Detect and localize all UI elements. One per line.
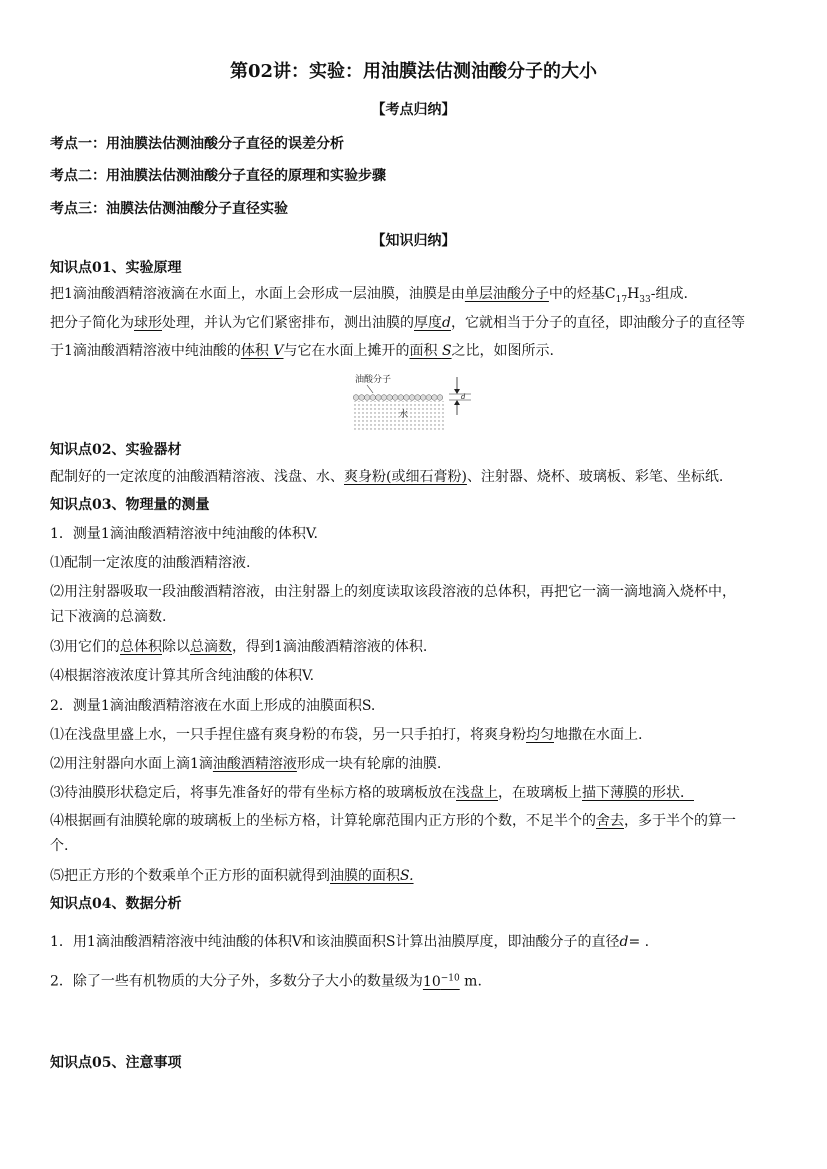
oil-molecule bbox=[432, 395, 438, 401]
text-span: 油膜的面积 bbox=[330, 868, 400, 884]
arrow-head-down bbox=[454, 389, 460, 394]
zhishi-header: 【知识归纳】 bbox=[371, 233, 456, 249]
oil-molecule bbox=[376, 395, 382, 401]
text-span: 2．除了一些有机物质的大分子外，多数分子大小的数量级为 bbox=[50, 973, 423, 990]
italic-symbol: V bbox=[273, 343, 284, 359]
oil-molecule bbox=[404, 395, 410, 401]
underlined-term bbox=[241, 343, 284, 359]
page-title: 第02讲：实验：用油膜法估测油酸分子的大小 bbox=[229, 61, 598, 82]
text-span: ，在玻璃板上 bbox=[498, 785, 582, 801]
oil-molecule bbox=[437, 395, 443, 401]
k3-step-2-3 bbox=[50, 783, 694, 803]
underlined-term bbox=[330, 868, 414, 884]
oil-molecule bbox=[392, 395, 398, 401]
underlined-term: 总体积 bbox=[120, 639, 162, 655]
text-span: ⑵用注射器向水面上滴1滴 bbox=[50, 756, 213, 772]
arrow-head-up bbox=[454, 400, 460, 405]
oil-molecule bbox=[398, 395, 404, 401]
text-span: 形成一块有轮廓的油膜. bbox=[296, 756, 442, 772]
underlined-term: 爽身粉(或细石膏粉) bbox=[344, 469, 467, 485]
k3-step-2-5 bbox=[50, 866, 414, 886]
text-span: 处理，并认为它们紧密排布，测出油膜的 bbox=[162, 315, 414, 331]
text-span: ⑸把正方形的个数乘单个正方形的面积就得到 bbox=[50, 868, 330, 884]
text-span: 体积 bbox=[240, 343, 269, 359]
k1-paragraph-3 bbox=[50, 341, 554, 361]
section-heading-02: 知识点02、实验器材 bbox=[50, 442, 182, 458]
italic-symbol: d bbox=[442, 315, 451, 331]
text-span: ，多于半个的算一 bbox=[624, 813, 736, 829]
k3-step-1-2b: 记下液滴的总滴数. bbox=[50, 609, 167, 625]
water-label: 水 bbox=[399, 410, 409, 420]
kaodian-item-1: 考点一：用油膜法估测油酸分子直径的误差分析 bbox=[50, 136, 344, 152]
k4-paragraph-2 bbox=[50, 968, 482, 992]
text-span: ⑴在浅盘里盛上水，一只手捏住盛有爽身粉的布袋，另一只手拍打，将爽身粉 bbox=[50, 727, 526, 743]
text-span: 地撒在水面上. bbox=[554, 727, 643, 743]
k3-step-2: 2．测量1滴油酸酒精溶液在水面上形成的油膜面积S. bbox=[50, 698, 376, 714]
k3-step-1-4: ⑷根据溶液浓度计算其所含纯油酸的体积V. bbox=[50, 668, 315, 684]
subscript: 17 bbox=[615, 294, 628, 305]
underlined-term bbox=[423, 974, 460, 990]
underlined-term: 总滴数 bbox=[190, 639, 232, 655]
oil-molecule bbox=[353, 395, 359, 401]
oil-molecule bbox=[381, 395, 387, 401]
kaodian-header: 【考点归纳】 bbox=[371, 102, 456, 118]
thickness-label: d bbox=[461, 393, 466, 401]
text-span: 、注射器、烧杯、玻璃板、彩笔、坐标纸. bbox=[466, 469, 724, 485]
k3-step-2-2 bbox=[50, 754, 441, 774]
superscript: −10 bbox=[440, 973, 460, 983]
text-span: 之比，如图所示. bbox=[451, 343, 554, 359]
text-span: 把1滴油酸酒精溶液滴在水面上，水面上会形成一层油膜，油膜是由 bbox=[50, 286, 465, 302]
section-heading-05: 知识点05、注意事项 bbox=[50, 1055, 182, 1071]
underlined-term: 均匀 bbox=[526, 727, 554, 743]
section-heading-04: 知识点04、数据分析 bbox=[50, 896, 182, 912]
text-span: H bbox=[627, 286, 640, 302]
underlined-term: 描下薄膜的形状． bbox=[582, 785, 694, 801]
underlined-term: 单层油酸分子 bbox=[464, 286, 549, 302]
underlined-term: 油酸酒精溶液 bbox=[212, 756, 297, 772]
label-pointer bbox=[367, 385, 373, 393]
k3-step-2-1 bbox=[50, 725, 642, 745]
kaodian-item-2: 考点二：用油膜法估测油酸分子直径的原理和实验步骤 bbox=[50, 168, 386, 184]
italic-symbol: d bbox=[619, 934, 629, 950]
molecule-row bbox=[353, 395, 443, 401]
oil-molecule bbox=[370, 395, 376, 401]
section-heading-03: 知识点03、物理量的测量 bbox=[50, 497, 210, 513]
text-span: ，得到1滴油酸酒精溶液的体积. bbox=[232, 639, 428, 655]
text-span: ⑷根据画有油膜轮廓的玻璃板上的坐标方格，计算轮廓范围内正方形的个数，不足半个的 bbox=[50, 813, 596, 829]
k2-paragraph-1 bbox=[50, 467, 723, 487]
text-span: = . bbox=[628, 934, 650, 950]
oil-molecule bbox=[409, 395, 415, 401]
text-span: 面积 bbox=[409, 343, 438, 359]
k3-step-1-1: ⑴配制一定浓度的油酸酒精溶液. bbox=[50, 555, 251, 571]
underlined-term: 球形 bbox=[134, 315, 162, 331]
k3-step-2-4 bbox=[50, 811, 736, 831]
kaodian-item-3: 考点三：油膜法估测油酸分子直径实验 bbox=[50, 201, 288, 217]
k4-paragraph-1 bbox=[50, 932, 649, 952]
k1-paragraph-2 bbox=[50, 313, 745, 333]
text-span: -组成. bbox=[650, 286, 688, 302]
italic-symbol: S. bbox=[400, 868, 414, 884]
oil-molecule bbox=[387, 395, 393, 401]
k3-step-1: 1．测量1滴油酸酒精溶液中纯油酸的体积V. bbox=[50, 526, 318, 542]
text-span: ，它就相当于分子的直径，即油酸分子的直径等 bbox=[450, 315, 745, 331]
k1-paragraph-1 bbox=[50, 284, 688, 310]
k3-step-1-3 bbox=[50, 637, 427, 657]
subscript: 33 bbox=[639, 294, 651, 305]
text-span: ⑶用它们的 bbox=[50, 639, 120, 655]
text-span: 1．用1滴油酸酒精溶液中纯油酸的体积V和该油膜面积S计算出油膜厚度，即油酸分子的直径 bbox=[50, 934, 620, 950]
text-span: 于1滴油酸酒精溶液中纯油酸的 bbox=[50, 343, 241, 359]
text-span: 配制好的一定浓度的油酸酒精溶液、浅盘、水、 bbox=[50, 469, 344, 485]
underlined-term bbox=[410, 343, 452, 359]
text-span: 10 bbox=[422, 973, 441, 990]
oil-molecule bbox=[359, 395, 365, 401]
text-span: 把分子简化为 bbox=[50, 315, 134, 331]
text-span: m. bbox=[459, 973, 482, 990]
section-heading-01: 知识点01、实验原理 bbox=[50, 260, 182, 276]
underlined-term bbox=[414, 315, 451, 331]
oil-molecule bbox=[415, 395, 421, 401]
oil-molecule bbox=[420, 395, 426, 401]
molecule-label: 油酸分子 bbox=[355, 375, 392, 385]
k3-step-1-2a: ⑵用注射器吸取一段油酸酒精溶液，由注射器上的刻度读取该段溶液的总体积，再把它一滴一滴地滴入烧杯中， bbox=[50, 584, 736, 600]
text-span: 与它在水面上摊开的 bbox=[283, 343, 410, 359]
oil-molecule bbox=[426, 395, 432, 401]
oil-molecule bbox=[364, 395, 370, 401]
text-span: ⑶待油膜形状稳定后，将事先准备好的带有坐标方格的玻璃板放在 bbox=[50, 785, 456, 801]
underlined-term: 浅盘上 bbox=[456, 785, 498, 801]
text-span: 中的烃基C bbox=[548, 286, 616, 302]
italic-symbol: S bbox=[441, 343, 452, 359]
oil-film-figure bbox=[353, 371, 473, 431]
text-span: 厚度 bbox=[414, 315, 442, 331]
text-span: 除以 bbox=[162, 639, 190, 655]
underlined-term: 舍去 bbox=[596, 813, 624, 829]
k3-step-2-4b: 个. bbox=[50, 838, 69, 854]
